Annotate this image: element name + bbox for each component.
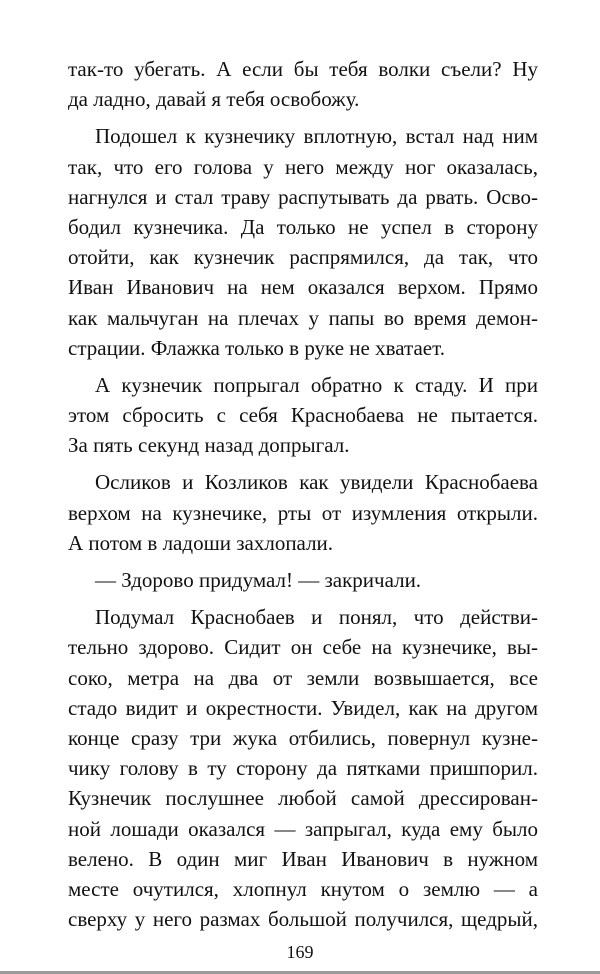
text-line: сверху у него размах большой получился, щедрый,: [68, 907, 538, 932]
text-line: — Здорово придумал! — закричали.: [95, 568, 422, 592]
paragraph: [68, 121, 538, 363]
text-line: соко, метра на два от земли возвышается, все: [68, 665, 538, 690]
text-line: велено. В один миг Иван Иванович в нужном: [68, 846, 538, 871]
text-line: верхом на кузнечике, рты от изумления открыли.: [68, 500, 538, 525]
text-line: так-то убегать. А если бы тебя волки съели? Ну: [68, 57, 538, 81]
text-line: ной лошади оказался — запрыгал, куда ему было: [68, 816, 538, 841]
text-line: А кузнечик попрыгал обратно к стаду. И при: [95, 372, 538, 397]
text-line: месте очутился, хлопнул кнутом о землю — а: [68, 876, 538, 901]
text-line: этом сбросить с себя Краснобаева не пытается.: [68, 403, 538, 428]
text-line: бодил кузнечика. Да только не успел в сторону: [68, 214, 538, 239]
text-line: стадо видит и окрестности. Увидел, как на другом: [68, 695, 538, 720]
text-line: Иван Иванович на нем оказался верхом. Прямо: [68, 275, 538, 300]
paragraph: [68, 54, 538, 114]
text-line: да ладно, давай я тебя освобожу.: [68, 87, 360, 112]
book-page-text: [68, 54, 538, 934]
text-line: нагнулся и стал траву распутывать да рвать. Осво-: [68, 184, 538, 209]
paragraph: [68, 467, 538, 558]
text-line: как мальчуган на плечах у папы во время демон-: [68, 305, 538, 330]
text-line: страции. Флажка только в руке не хватает.: [68, 335, 445, 360]
page-number: 169: [286, 942, 314, 962]
paragraph: [68, 602, 538, 934]
text-line: Кузнечик послушнее любой самой дрессирован-: [68, 786, 538, 811]
text-line: Подумал Краснобаев и понял, что действи-: [95, 605, 538, 630]
text-line: чику голову в ту сторону да пятками пришпорил.: [68, 756, 538, 781]
text-line: так, что его голова у него между ног оказалась,: [68, 154, 538, 179]
paragraph: [68, 370, 538, 461]
text-line: Подошел к кузнечику вплотную, встал над ним: [95, 124, 538, 149]
text-line: отойти, как кузнечик распрямился, да так, что: [68, 245, 538, 270]
text-line: Осликов и Козликов как увидели Краснобаева: [95, 470, 538, 495]
text-line: За пять секунд назад допрыгал.: [68, 433, 350, 458]
text-line: тельно здорово. Сидит он себе на кузнечике, вы-: [68, 635, 538, 660]
paragraph: [68, 565, 538, 595]
text-line: конце сразу три жука отбились, повернул кузне-: [68, 725, 538, 750]
text-line: А потом в ладоши захлопали.: [68, 530, 334, 555]
